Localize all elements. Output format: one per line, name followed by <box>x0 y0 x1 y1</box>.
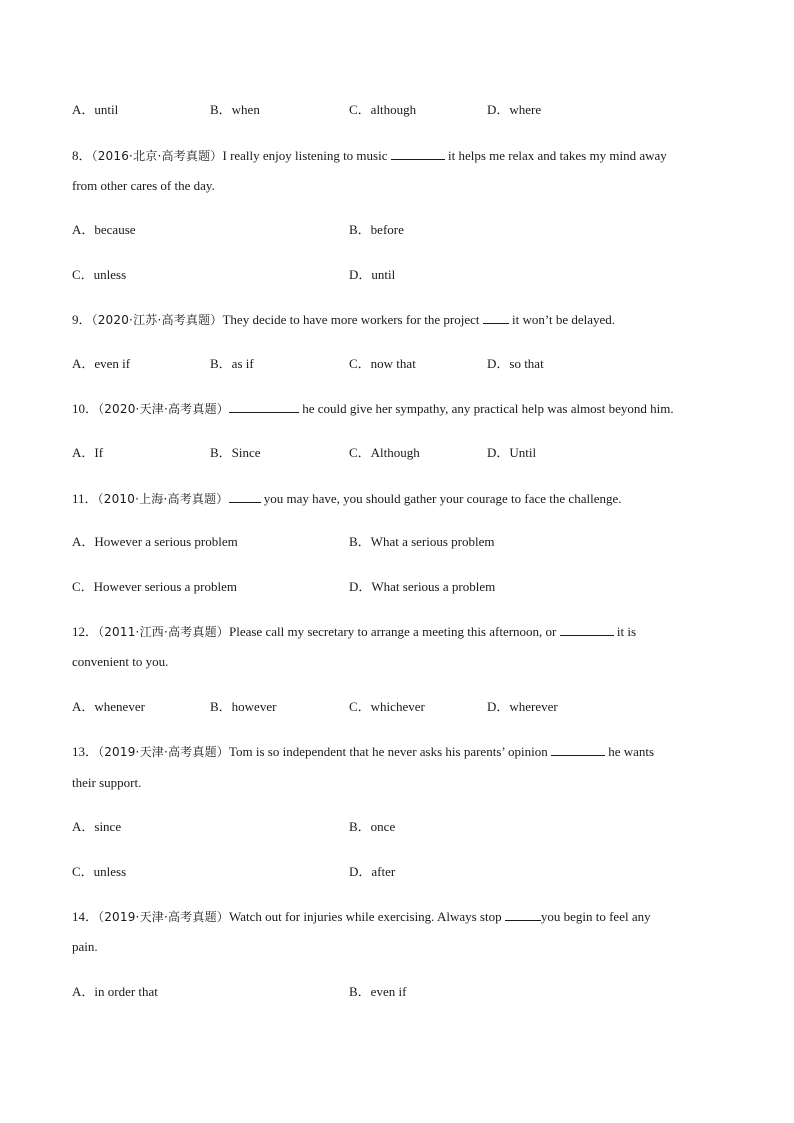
question-source: （2019·天津·高考真题） <box>98 910 229 924</box>
question-number: 8． <box>72 148 92 163</box>
question-14-stem-line2: pain. <box>72 939 98 954</box>
option-b: B．however <box>210 699 277 714</box>
option-a: A．because <box>72 222 136 237</box>
question-number: 13． <box>72 744 99 759</box>
question-12-stem <box>72 623 636 640</box>
option-b: B．even if <box>349 984 407 999</box>
question-source: （2020·天津·高考真题） <box>98 402 229 416</box>
option-d: D．What serious a problem <box>349 579 496 594</box>
answer-blank <box>229 400 299 413</box>
question-12-stem-line2: convenient to you. <box>72 654 169 669</box>
option-d: D．after <box>349 864 396 879</box>
option-b: B．once <box>349 819 396 834</box>
stem-text: Tom is so independent that he never asks his parents’ opinion <box>228 744 551 759</box>
option-b: B．before <box>349 222 404 237</box>
stem-text: Watch out for injuries while exercising. Always stop <box>228 909 505 924</box>
question-number: 9． <box>72 312 92 327</box>
answer-blank <box>483 311 509 324</box>
stem-text: he wants <box>604 744 655 759</box>
question-source: （2020·江苏·高考真题） <box>91 313 223 327</box>
answer-blank <box>505 908 541 921</box>
option-a: A．until <box>72 102 119 117</box>
option-b: B．when <box>210 102 260 117</box>
option-c: C．Although <box>349 445 420 460</box>
question-10-stem <box>72 400 674 417</box>
question-8-stem <box>72 147 667 164</box>
question-number: 10． <box>72 401 99 416</box>
option-d: D．until <box>349 267 396 282</box>
question-14-stem <box>72 908 651 925</box>
stem-text: you begin to feel any <box>540 909 651 924</box>
stem-text: They decide to have more workers for the project <box>222 312 483 327</box>
stem-text: it helps me relax and takes my mind away <box>444 148 667 163</box>
option-c: C．unless <box>72 267 127 282</box>
option-a: A．whenever <box>72 699 145 714</box>
answer-blank <box>551 743 605 756</box>
option-a: A．since <box>72 819 122 834</box>
option-d: D．where <box>487 102 542 117</box>
option-a: A．If <box>72 445 104 460</box>
option-b: B．What a serious problem <box>349 534 495 549</box>
option-d: D．Until <box>487 445 537 460</box>
question-13-stem <box>72 743 654 760</box>
question-source: （2019·天津·高考真题） <box>98 745 229 759</box>
answer-blank <box>391 147 445 160</box>
option-a: A．However a serious problem <box>72 534 238 549</box>
option-b: B．Since <box>210 445 261 460</box>
question-9-stem <box>72 311 615 328</box>
question-source: （2011·江西·高考真题） <box>98 625 229 639</box>
stem-text: it won’t be delayed. <box>508 312 616 327</box>
option-c: C．now that <box>349 356 416 371</box>
stem-text: you may have, you should gather your courage to face the challenge. <box>260 491 622 506</box>
question-13-stem-line2: their support. <box>72 775 142 790</box>
option-d: D．wherever <box>487 699 558 714</box>
question-source: （2010·上海·高考真题） <box>97 492 229 506</box>
answer-blank <box>229 490 261 503</box>
option-b: B．as if <box>210 356 254 371</box>
question-8-stem-line2: from other cares of the day. <box>72 178 215 193</box>
question-11-stem <box>72 490 621 507</box>
question-number: 14． <box>72 909 99 924</box>
option-c: C．unless <box>72 864 127 879</box>
option-a: A．even if <box>72 356 131 371</box>
question-number: 11． <box>72 491 98 506</box>
option-c: C．although <box>349 102 417 117</box>
option-c: C．However serious a problem <box>72 579 237 594</box>
stem-text: I really enjoy listening to music <box>222 148 391 163</box>
option-c: C．whichever <box>349 699 425 714</box>
stem-text: it is <box>613 624 637 639</box>
answer-blank <box>560 623 614 636</box>
option-d: D．so that <box>487 356 544 371</box>
stem-text: he could give her sympathy, any practical help was almost beyond him. <box>298 401 674 416</box>
stem-text: Please call my secretary to arrange a meeting this afternoon, or <box>228 624 560 639</box>
question-source: （2016·北京·高考真题） <box>91 149 223 163</box>
question-number: 12． <box>72 624 99 639</box>
option-a: A．in order that <box>72 984 158 999</box>
